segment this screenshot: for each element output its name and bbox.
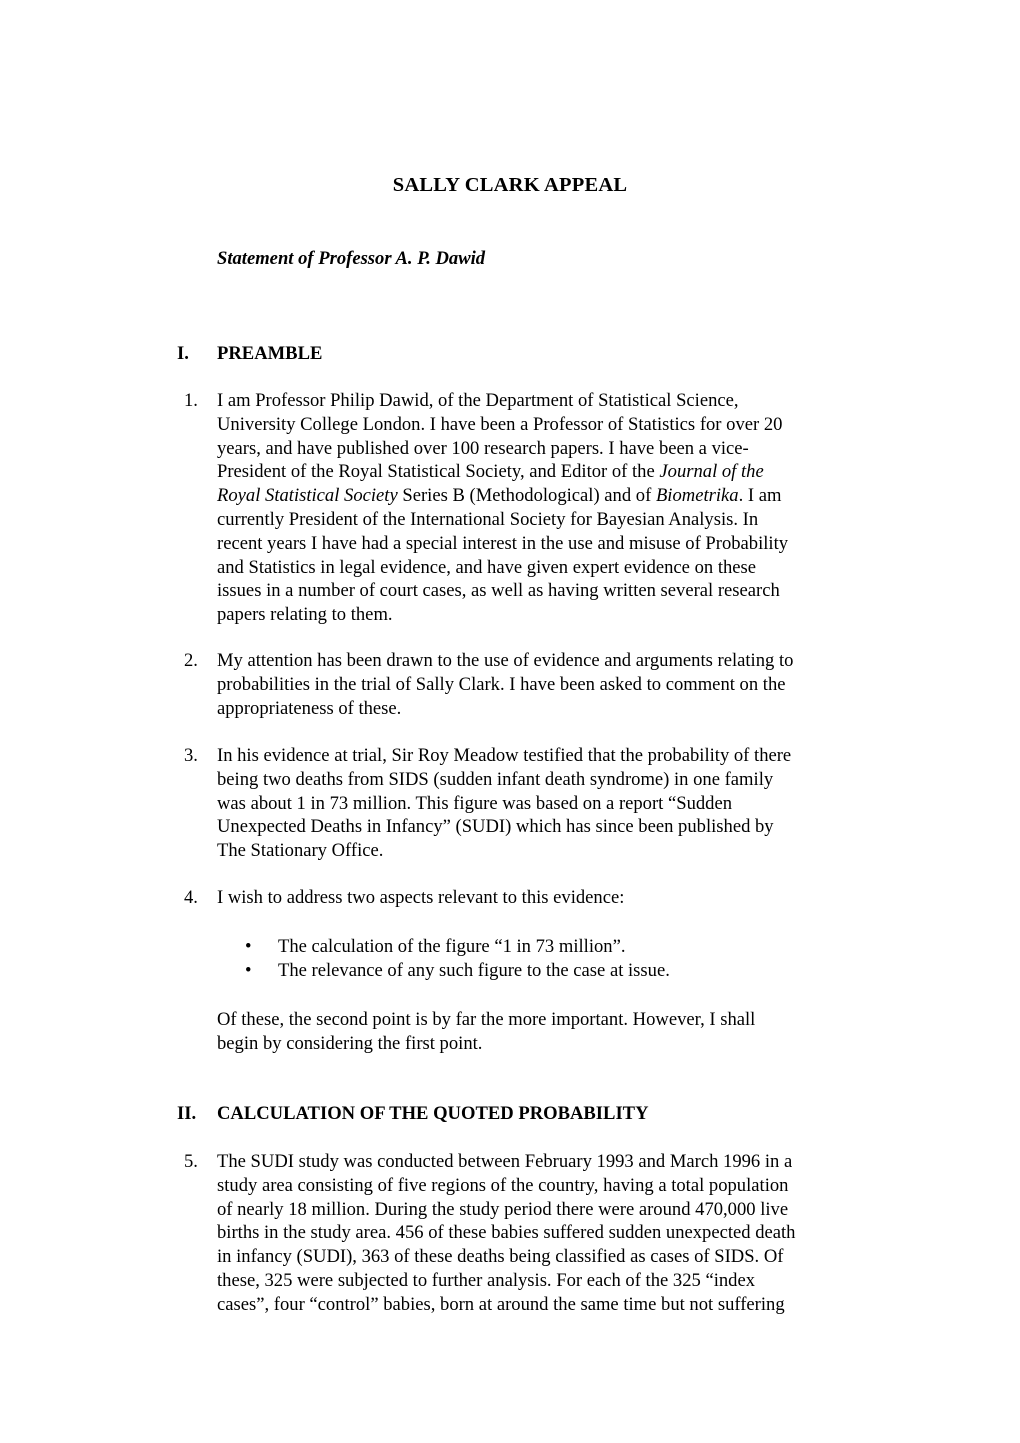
text-line: in infancy (SUDI), 363 of these deaths being classified as cases of SIDS. Of — [217, 1246, 784, 1268]
paragraph-text — [217, 886, 844, 910]
text-line: The SUDI study was conducted between February 1993 and March 1996 in a — [217, 1151, 793, 1172]
paragraph-number: 3. — [184, 745, 198, 766]
text-line: and Statistics in legal evidence, and have given expert evidence on these — [217, 556, 757, 578]
document-subtitle: Statement of Professor A. P. Dawid — [217, 248, 486, 269]
list-item — [245, 959, 845, 983]
text-line: The Stationary Office. — [217, 840, 384, 862]
text-line: recent years I have had a special interest in the use and misuse of Probability — [217, 532, 789, 554]
text-line: appropriateness of these. — [217, 697, 402, 719]
section-title: CALCULATION OF THE QUOTED PROBABILITY — [217, 1103, 649, 1124]
text-line: I wish to address two aspects relevant to this evidence: — [217, 887, 625, 908]
section-heading-preamble — [177, 342, 322, 366]
text-line: study area consisting of five regions of the country, having a total population — [217, 1174, 789, 1196]
section-numeral: II. — [177, 1103, 197, 1124]
text-line: probabilities in the trial of Sally Clark. I have been asked to comment on the — [217, 673, 786, 695]
text-line: My attention has been drawn to the use of evidence and arguments relating to — [217, 650, 794, 671]
paragraph-number: 4. — [184, 887, 198, 908]
text-line: I am Professor Philip Dawid, of the Department of Statistical Science, — [217, 390, 739, 411]
text-run: President of the Royal Statistical Society, and Editor of the — [217, 461, 655, 483]
text-line: currently President of the International Society for Bayesian Analysis. In — [217, 508, 759, 530]
list-item — [245, 935, 845, 959]
text-run: . I am — [738, 485, 782, 507]
paragraph-text — [217, 649, 844, 720]
text-line: being two deaths from SIDS (sudden infant death syndrome) in one family — [217, 768, 774, 790]
text-line: was about 1 in 73 million. This figure was based on a report “Sudden — [217, 792, 733, 814]
section-title: PREAMBLE — [217, 343, 323, 364]
text-line: of nearly 18 million. During the study period there were around 470,000 live — [217, 1198, 789, 1220]
section-heading-calculation — [177, 1102, 649, 1126]
paragraph-2 — [184, 649, 844, 720]
bullet-list — [245, 935, 845, 983]
paragraph-number: 2. — [184, 650, 198, 671]
text-line: births in the study area. 456 of these babies suffered sudden unexpected death — [217, 1222, 796, 1244]
text-line: cases”, four “control” babies, born at around the same time but not suffering — [217, 1293, 785, 1315]
text-line: University College London. I have been a Professor of Statistics for over 20 — [217, 413, 783, 435]
list-item-text: The relevance of any such figure to the case at issue. — [278, 959, 670, 981]
paragraph-number: 1. — [184, 390, 198, 411]
paragraph-text — [217, 1150, 844, 1317]
text-line: Of these, the second point is by far the more important. However, I shall — [217, 1009, 756, 1030]
text-line: years, and have published over 100 research papers. I have been a vice- — [217, 437, 749, 459]
journal-title-part: Journal of the — [659, 461, 764, 483]
text-line — [217, 484, 844, 508]
section-numeral: I. — [177, 343, 189, 364]
paragraph-4-followup — [217, 1008, 857, 1056]
text-line — [217, 460, 844, 484]
list-item-text: The calculation of the figure “1 in 73 million”. — [278, 936, 626, 957]
journal-title: Biometrika — [655, 485, 739, 507]
paragraph-5 — [184, 1150, 844, 1317]
document-title: SALLY CLARK APPEAL — [392, 174, 628, 196]
paragraph-1 — [184, 389, 844, 627]
paragraph-text — [217, 389, 844, 627]
text-line: begin by considering the first point. — [217, 1032, 483, 1054]
bullet-icon: • — [245, 936, 252, 957]
text-line: papers relating to them. — [217, 604, 393, 626]
bullet-icon: • — [245, 959, 252, 981]
text-line: Unexpected Deaths in Infancy” (SUDI) which has since been published by — [217, 816, 774, 838]
text-line: In his evidence at trial, Sir Roy Meadow testified that the probability of there — [217, 745, 792, 766]
journal-title-part: Royal Statistical Society — [217, 485, 398, 507]
text-line: issues in a number of court cases, as well as having written several research — [217, 580, 780, 602]
paragraph-4 — [184, 886, 844, 910]
text-line: these, 325 were subjected to further analysis. For each of the 325 “index — [217, 1269, 756, 1291]
paragraph-number: 5. — [184, 1151, 198, 1172]
paragraph-3 — [184, 744, 844, 863]
paragraph-text — [217, 744, 844, 863]
text-run: Series B (Methodological) and of — [402, 485, 652, 507]
